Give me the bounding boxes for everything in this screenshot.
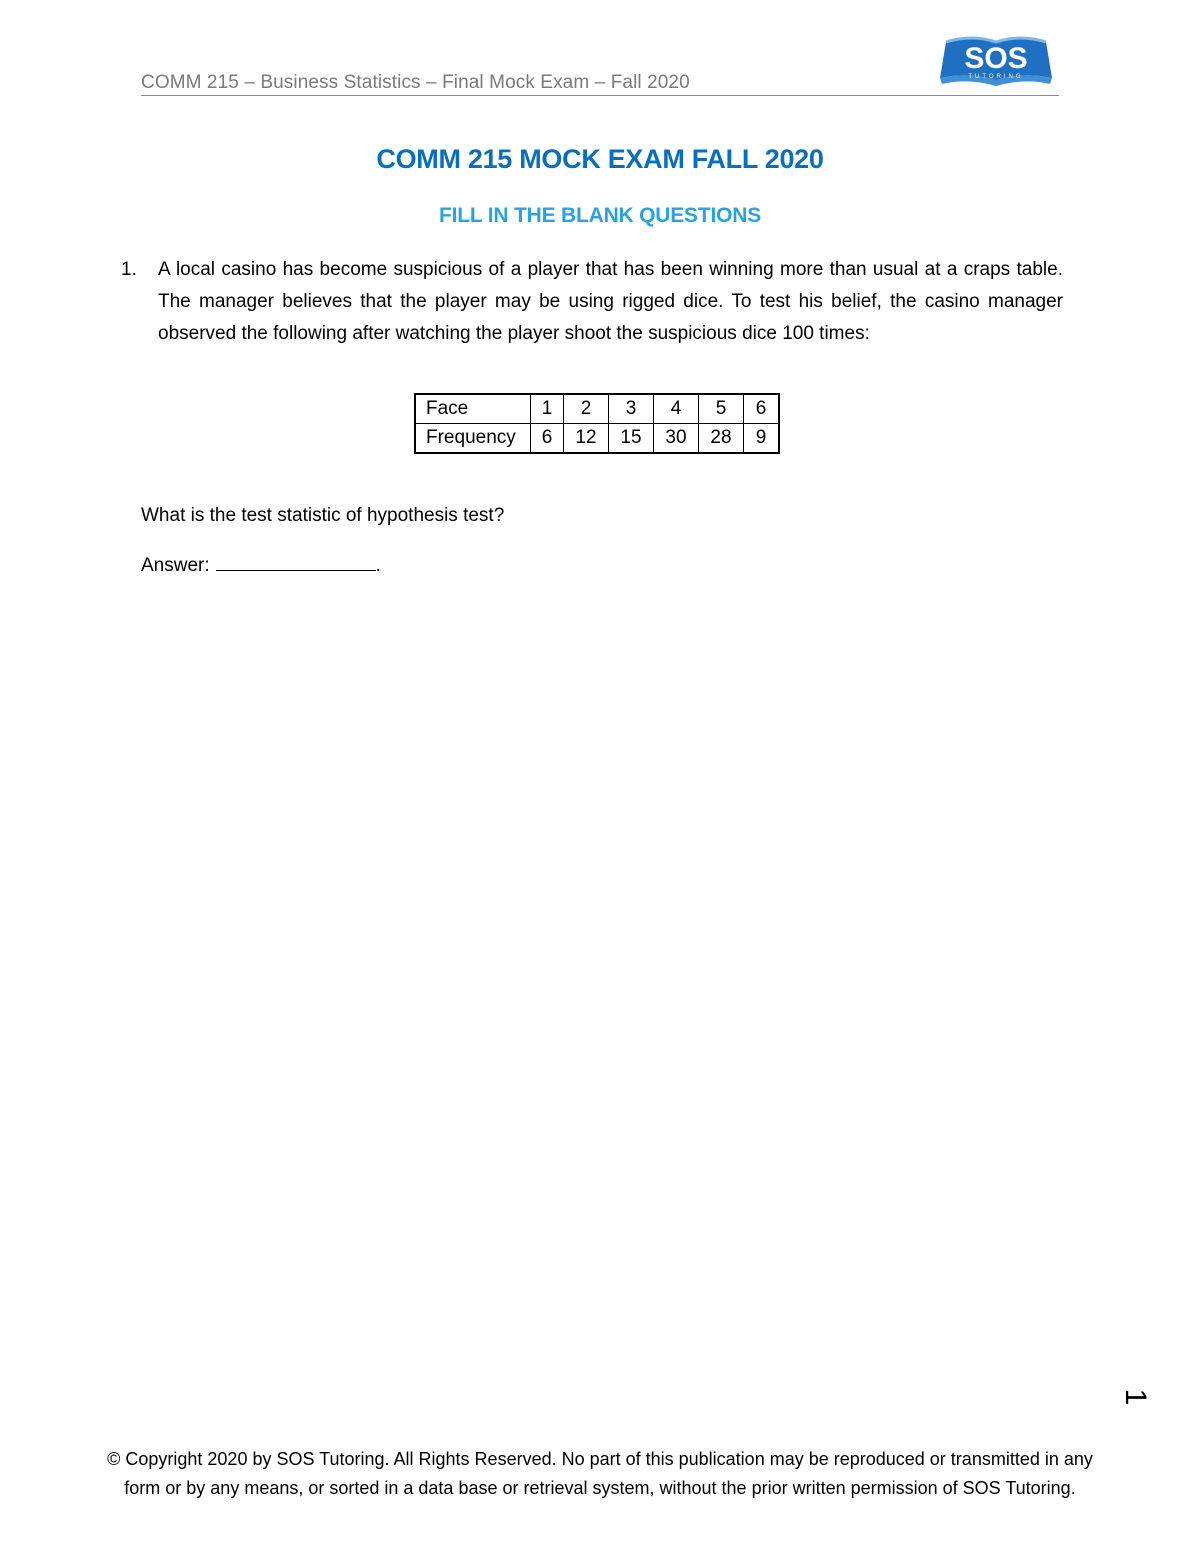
section-title: FILL IN THE BLANK QUESTIONS xyxy=(438,204,762,227)
table-row-label: Face xyxy=(415,394,531,424)
table-row-label: Frequency xyxy=(415,424,531,454)
table-row-face xyxy=(415,394,779,424)
table-cell-frequency: 28 xyxy=(699,424,744,454)
running-title: COMM 215 – Business Statistics – Final Mock Exam – Fall 2020 xyxy=(141,72,690,93)
answer-line xyxy=(141,553,381,577)
table-cell-face: 5 xyxy=(699,394,744,424)
exam-title: COMM 215 MOCK EXAM FALL 2020 xyxy=(376,144,824,174)
table-cell-frequency: 6 xyxy=(531,424,564,454)
table-cell-frequency: 12 xyxy=(564,424,609,454)
table-cell-frequency: 15 xyxy=(609,424,654,454)
footer-line-2: form or by any means, or sorted in a data base or retrieval system, without the prior written permission of SOS Tutoring. xyxy=(124,1478,1076,1498)
frequency-table xyxy=(414,393,780,454)
copyright-footer xyxy=(0,1445,1200,1503)
table-cell-face: 6 xyxy=(744,394,780,424)
footer-line-1: © Copyright 2020 by SOS Tutoring. All Rights Reserved. No part of this publication may be reproduced or transmitted in any xyxy=(107,1449,1093,1469)
table-cell-frequency: 30 xyxy=(654,424,699,454)
table-cell-face: 2 xyxy=(564,394,609,424)
header-divider xyxy=(141,95,1059,96)
logo-subtext: TUTORING xyxy=(968,74,1024,80)
page-number: 1 xyxy=(1119,1388,1152,1406)
table-cell-frequency: 9 xyxy=(744,424,780,454)
logo-graphic xyxy=(932,28,1060,92)
answer-blank xyxy=(216,553,376,571)
answer-label: Answer: xyxy=(141,555,210,576)
table-cell-face: 3 xyxy=(609,394,654,424)
sos-tutoring-logo xyxy=(932,28,1060,92)
question-prompt: What is the test statistic of hypothesis test? xyxy=(141,505,505,526)
table-row-frequency xyxy=(415,424,779,454)
table-cell-face: 4 xyxy=(654,394,699,424)
question-text: A local casino has become suspicious of a player that has been winning more than usual at a craps table. The manager believes that the player may be using rigged dice. To test his belief, the casino manager observed the following after watching the player shoot the suspicious dice 100 times: xyxy=(158,259,1063,344)
answer-period: . xyxy=(375,555,381,576)
question-number: 1. xyxy=(121,259,137,280)
table-cell-face: 1 xyxy=(531,394,564,424)
logo-text: SOS xyxy=(964,42,1028,75)
